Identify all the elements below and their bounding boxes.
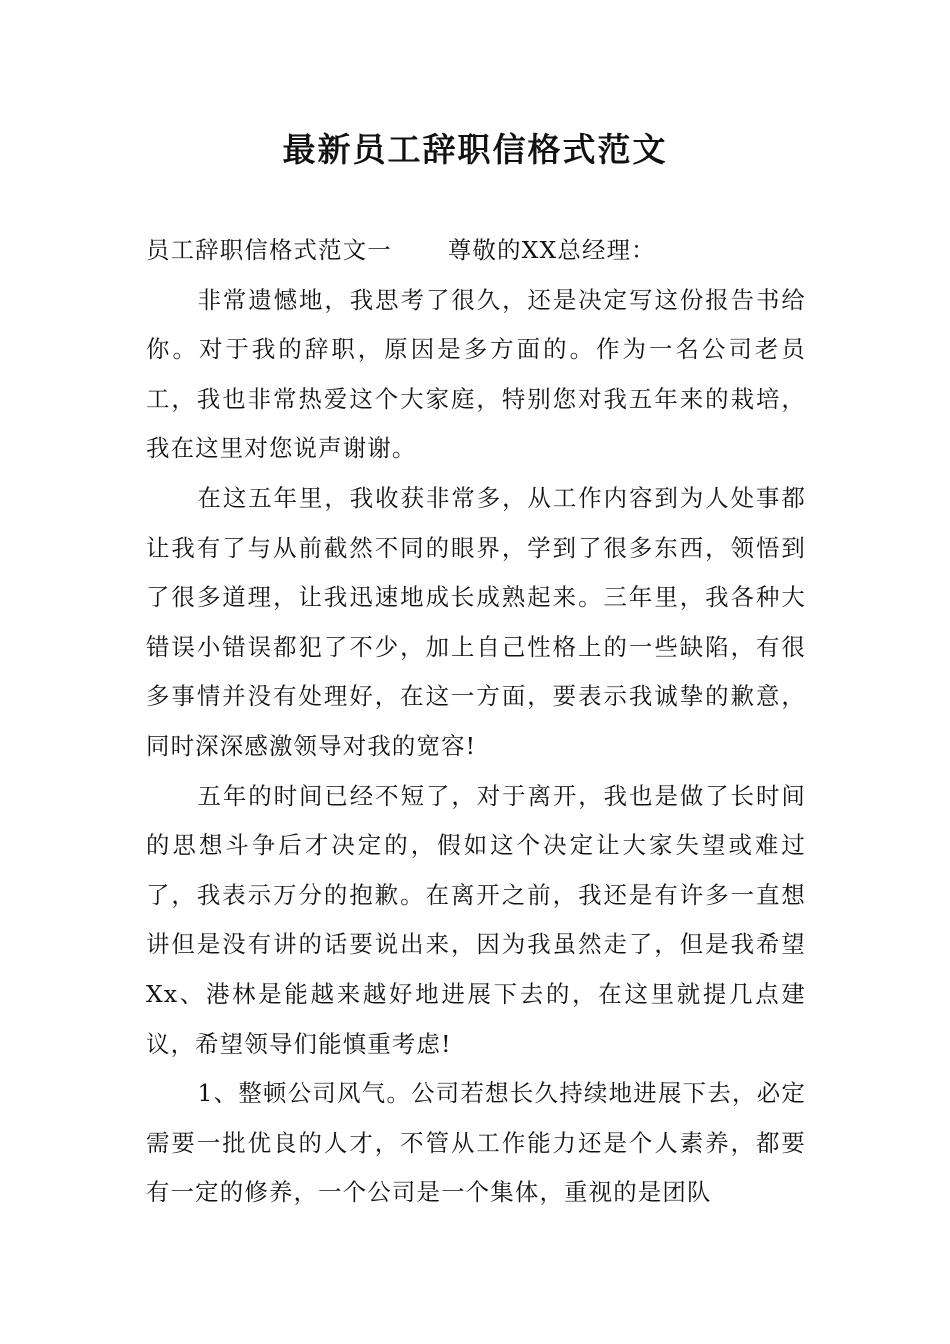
salutation: 尊敬的XX总经理： [447,236,656,264]
section-heading: 员工辞职信格式范文一 [146,236,392,264]
paragraph-4: 1、整顿公司风气。公司若想长久持续地进展下去，必定需要一批优良的人才，不管从工作能力还是个人素养，都要有一定的修养，一个公司是一个集体，重视的是团队 [146,1079,806,1207]
document-title: 最新员工辞职信格式范文 [282,130,668,169]
paragraph-3: 五年的时间已经不短了，对于离开，我也是做了长时间的思想斗争后才决定的，假如这个决定让大家失望或难过了，我表示万分的抱歉。在离开之前，我还是有许多一直想讲但是没有讲的话要说出来，因为我虽然走了，但是我希望Xx、港林是能越来越好地进展下去的，在这里就提几点建议，希望领导们能慎重考虑! [146,781,806,1058]
opening-line [146,226,806,276]
paragraph-2: 在这五年里，我收获非常多，从工作内容到为人处事都让我有了与从前截然不同的眼界，学到了很多东西，领悟到了很多道理，让我迅速地成长成熟起来。三年里，我各种大错误小错误都犯了不少，加上自己性格上的一些缺陷，有很多事情并没有处理好，在这一方面，要表示我诚挚的歉意，同时深深感激领导对我的宽容! [146,483,806,760]
paragraph-1: 非常遗憾地，我思考了很久，还是决定写这份报告书给你。对于我的辞职，原因是多方面的。作为一名公司老员工，我也非常热爱这个大家庭，特别您对我五年来的栽培，我在这里对您说声谢谢。 [146,285,806,463]
document-body [146,226,806,1218]
